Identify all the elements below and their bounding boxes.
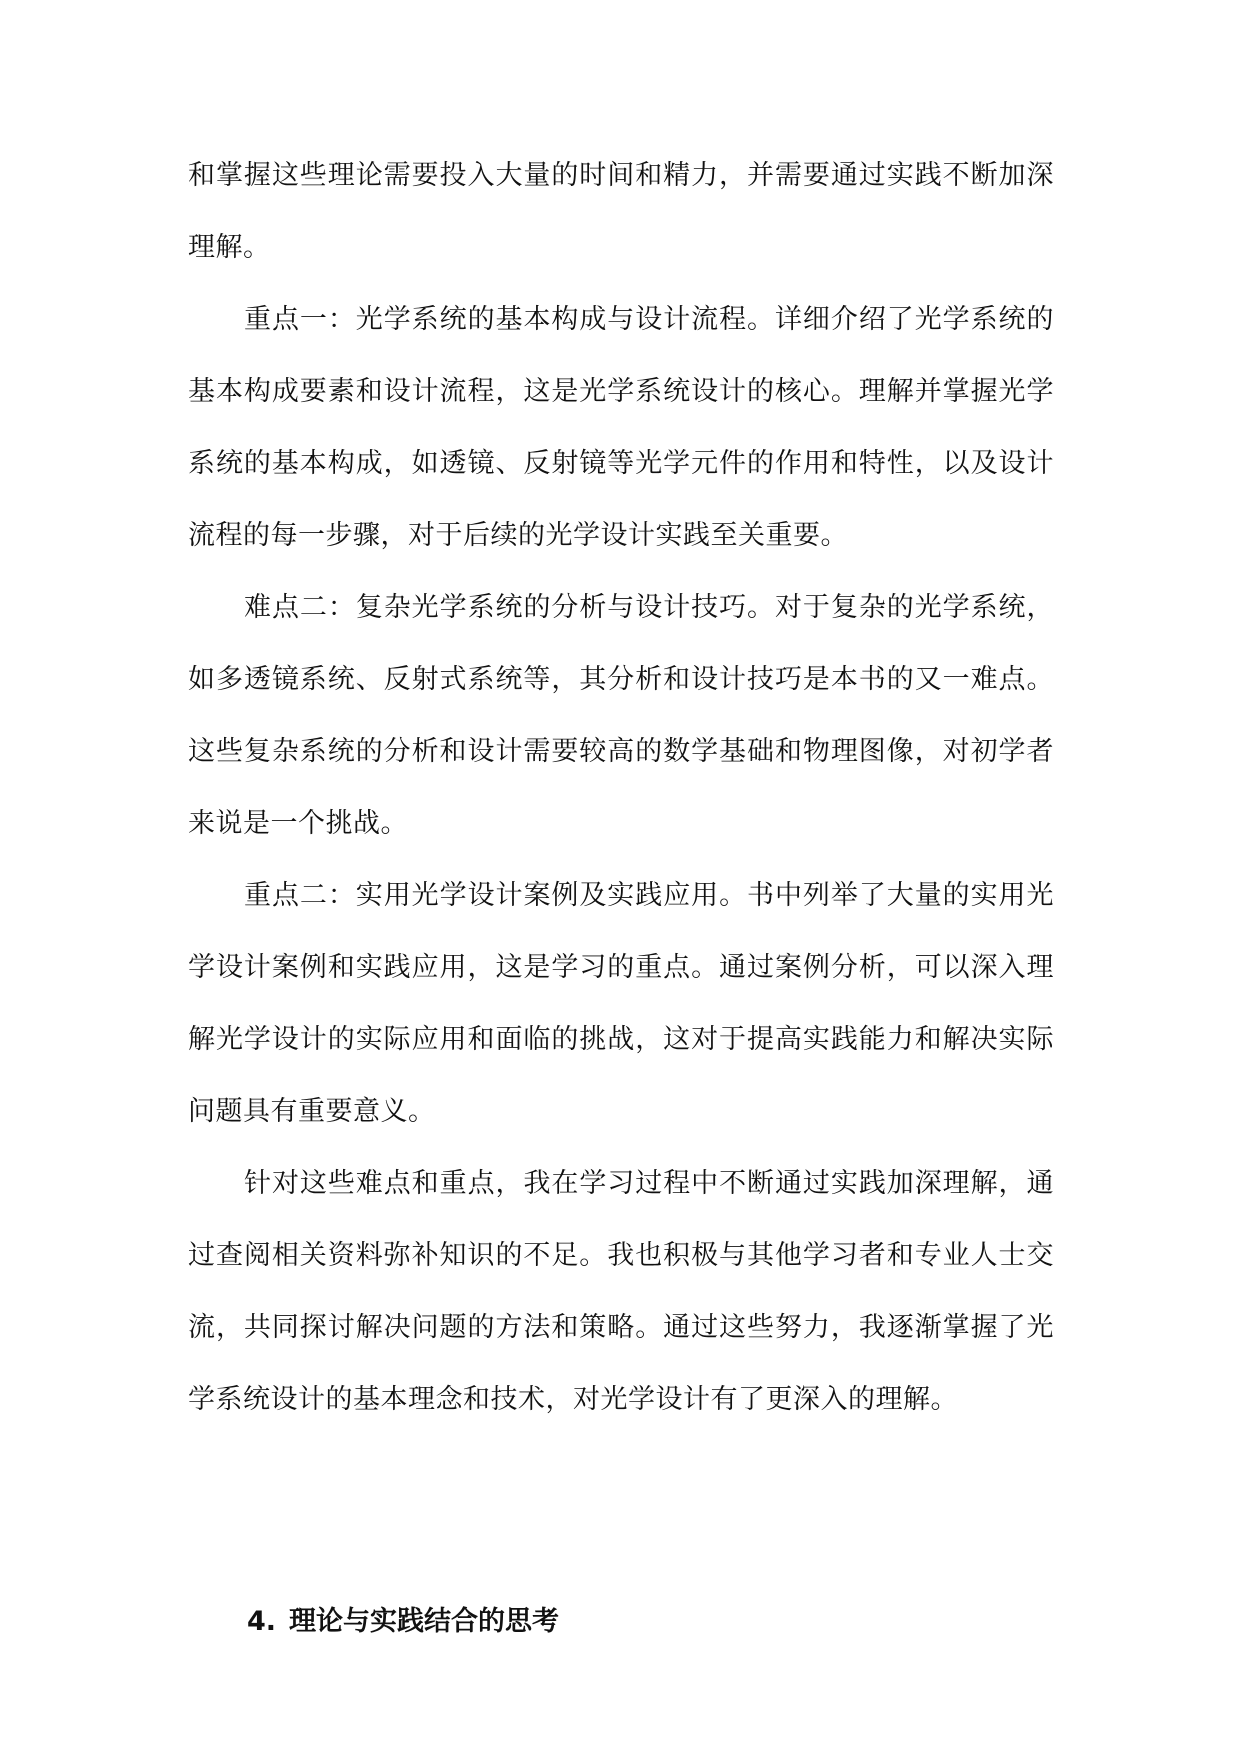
section-number: 4. xyxy=(247,1606,277,1637)
paragraph-difficulty-two: 难点二：复杂光学系统的分析与设计技巧。对于复杂的光学系统，如多透镜系统、反射式系统等，其分析和设计技巧是本书的又一难点。这些复杂系统的分析和设计需要较高的数学基础和物理图像，对初学者来说是一个挑战。 xyxy=(188,592,1054,839)
section-title: 理论与实践结合的思考 xyxy=(289,1606,559,1637)
body-text xyxy=(188,140,1054,1436)
paragraph-key-point-two: 重点二：实用光学设计案例及实践应用。书中列举了大量的实用光学设计案例和实践应用，这是学习的重点。通过案例分析，可以深入理解光学设计的实际应用和面临的挑战，这对于提高实践能力和解决实际问题具有重要意义。 xyxy=(188,880,1054,1127)
paragraph-continuation: 和掌握这些理论需要投入大量的时间和精力，并需要通过实践不断加深理解。 xyxy=(188,160,1054,263)
paragraph-key-point-one: 重点一：光学系统的基本构成与设计流程。详细介绍了光学系统的基本构成要素和设计流程，这是光学系统设计的核心。理解并掌握光学系统的基本构成，如透镜、反射镜等光学元件的作用和特性，以及设计流程的每一步骤，对于后续的光学设计实践至关重要。 xyxy=(188,304,1054,551)
section-heading xyxy=(247,1602,559,1642)
paragraph-approach: 针对这些难点和重点，我在学习过程中不断通过实践加深理解，通过查阅相关资料弥补知识的不足。我也积极与其他学习者和专业人士交流，共同探讨解决问题的方法和策略。通过这些努力，我逐渐掌握了光学系统设计的基本理念和技术，对光学设计有了更深入的理解。 xyxy=(188,1168,1054,1415)
